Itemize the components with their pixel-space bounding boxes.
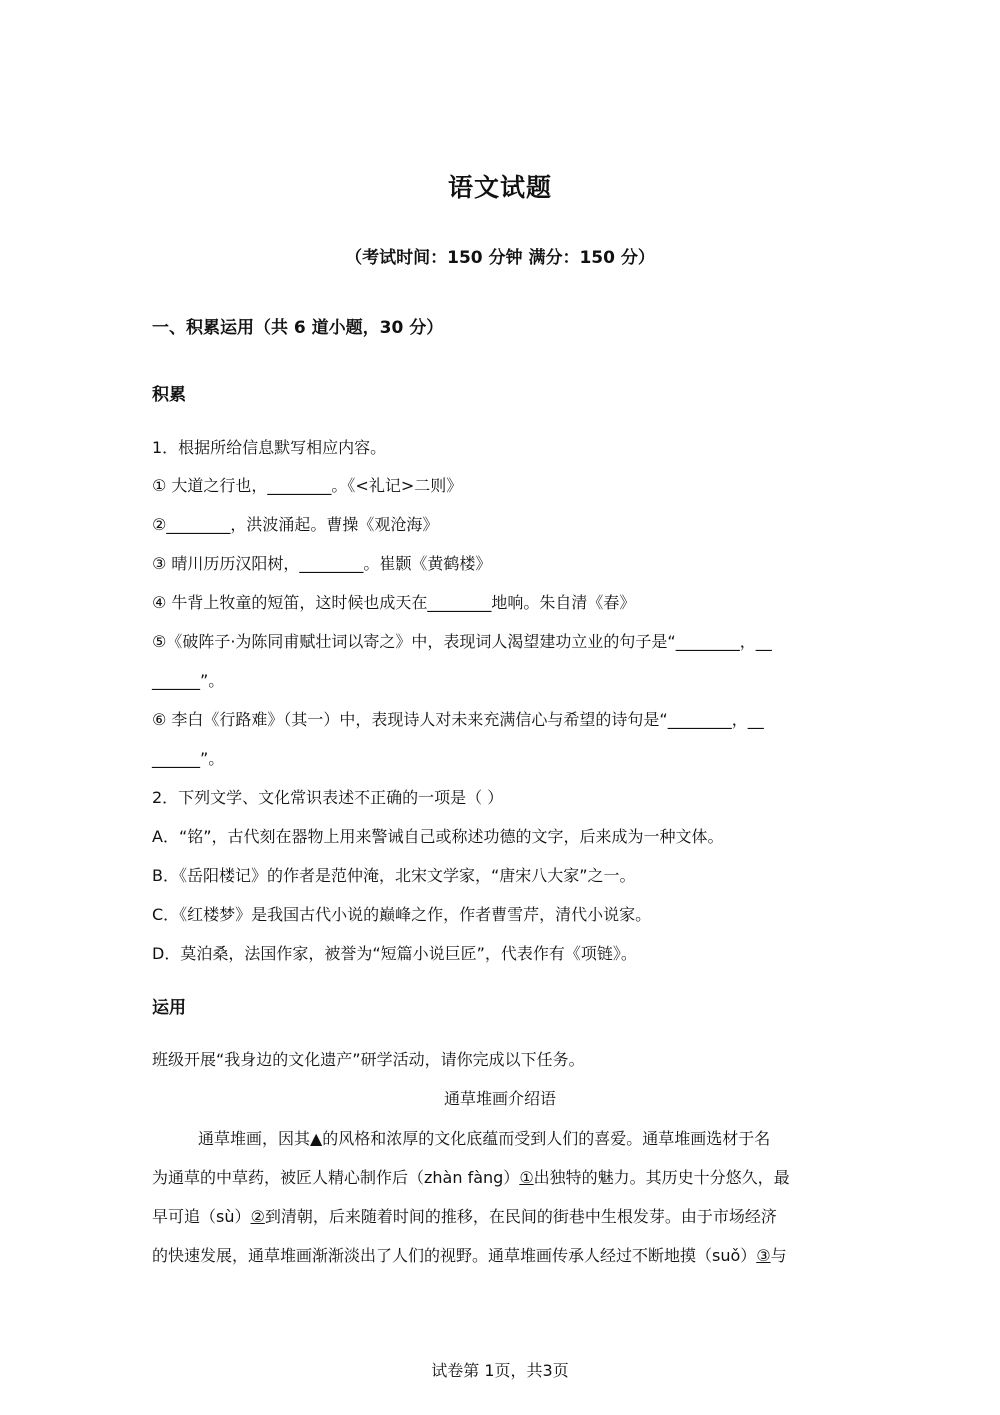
subsection-jilei: 积累	[152, 385, 186, 405]
question-1-item: ① 大道之行也，________。《<礼记>二则》	[152, 476, 463, 495]
question-2-option-b: B．《岳阳楼记》的作者是范仲淹，北宋文学家，“唐宋八大家”之一。	[152, 866, 636, 885]
task-intro: 班级开展“我身边的文化遗产”研学活动，请你完成以下任务。	[152, 1050, 585, 1069]
exam-info: （考试时间：150 分钟 满分：150 分）	[345, 248, 655, 268]
question-2-option-c: C．《红楼梦》是我国古代小说的巅峰之作，作者曹雪芹，清代小说家。	[152, 905, 652, 924]
passage-line	[152, 1204, 777, 1227]
section-heading: 一、积累运用（共 6 道小题，30 分）	[152, 318, 444, 338]
subsection-yunyong: 运用	[152, 998, 186, 1018]
passage-line	[152, 1165, 790, 1188]
question-1-item: ④ 牛背上牧童的短笛，这时候也成天在________地响。朱自清《春》	[152, 593, 636, 612]
blank-marker-1: ①	[519, 1168, 534, 1187]
question-2-stem: 2．下列文学、文化常识表述不正确的一项是（ ）	[152, 788, 504, 807]
question-2-option-d: D．莫泊桑，法国作家，被誉为“短篇小说巨匠”，代表作有《项链》。	[152, 944, 637, 963]
blank-marker-3: ③	[756, 1246, 771, 1265]
passage-line	[152, 1243, 787, 1266]
passage-text: 的快速发展，通草堆画渐渐淡出了人们的视野。通草堆画传承人经过不断地摸（suǒ）	[152, 1246, 757, 1265]
question-1-item: ②________，洪波涌起。曹操《观沧海》	[152, 515, 439, 534]
passage-text: 出独特的魅力。其历史十分悠久，最	[533, 1168, 790, 1187]
question-2-option-a: A．“铭”，古代刻在器物上用来警诫自己或称述功德的文字，后来成为一种文体。	[152, 827, 724, 846]
passage-text: 为通草的中草药，被匠人精心制作后（zhàn fàng）	[152, 1168, 520, 1187]
page-title: 语文试题	[447, 173, 552, 202]
question-1-item: ⑥ 李白《行路难》（其一）中，表现诗人对未来充满信心与希望的诗句是“________，__	[152, 710, 764, 729]
page-footer: 试卷第 1页，共3页	[431, 1361, 569, 1380]
passage-text: 到清朝，后来随着时间的推移，在民间的街巷中生根发芽。由于市场经济	[264, 1207, 777, 1226]
question-1-stem: 1．根据所给信息默写相应内容。	[152, 438, 387, 457]
question-1-item-cont: ______”。	[152, 671, 225, 690]
passage-line: 通草堆画，因其▲的风格和浓厚的文化底蕴而受到人们的喜爱。通草堆画选材于名	[198, 1129, 771, 1148]
question-1-item: ⑤《破阵子·为陈同甫赋壮词以寄之》中，表现词人渴望建功立业的句子是“________，__	[152, 632, 772, 651]
question-1-item: ③ 晴川历历汉阳树，________。崔颢《黄鹤楼》	[152, 554, 492, 573]
passage-text: 与	[770, 1246, 787, 1265]
passage-title: 通草堆画介绍语	[443, 1089, 556, 1108]
question-1-item-cont: ______”。	[152, 749, 225, 768]
passage-text: 早可追（sù）	[152, 1207, 251, 1226]
blank-marker-2: ②	[250, 1207, 265, 1226]
